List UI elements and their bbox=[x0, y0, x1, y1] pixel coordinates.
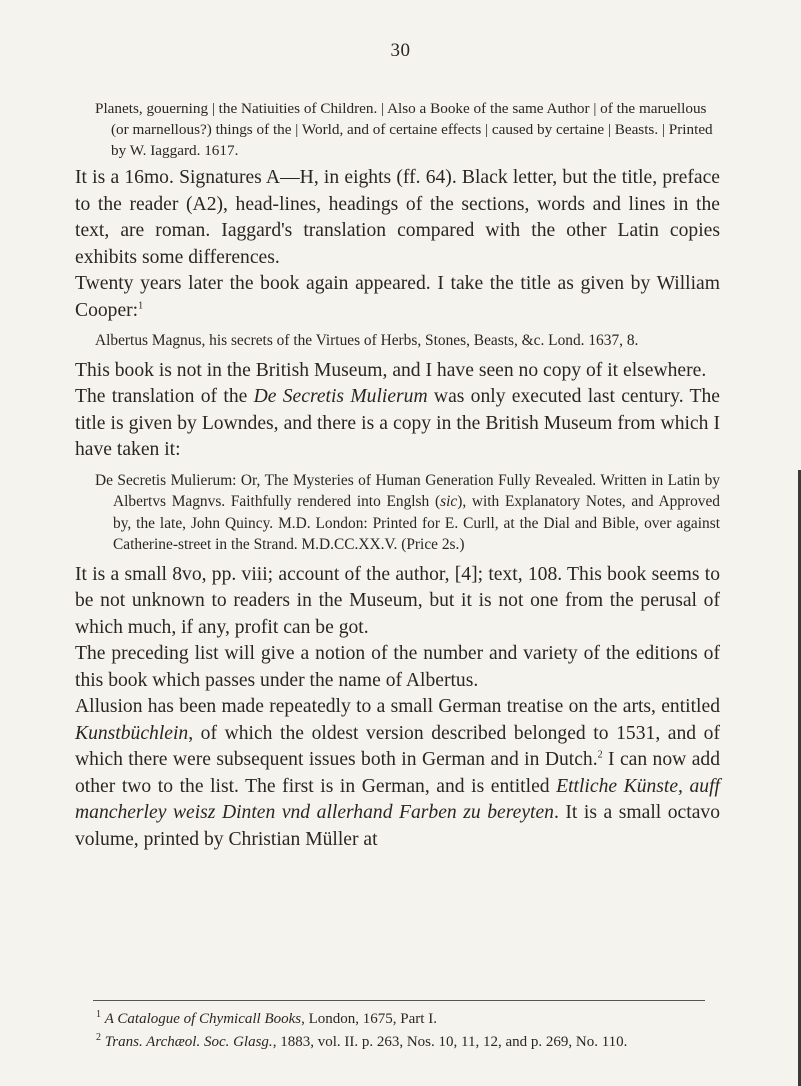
footnote-2 bbox=[96, 1031, 716, 1054]
footnote-2-rest: , 1883, vol. II. p. 263, Nos. 10, 11, 12, and p. 269, No. 110. bbox=[272, 1034, 628, 1050]
footnote-rule bbox=[93, 1000, 705, 1001]
paragraph-7-italic-1: Kunstbüchlein bbox=[75, 722, 189, 744]
paragraph-4-italic: De Secretis Mulierum bbox=[253, 386, 428, 407]
footnote-2-italic: Trans. Archæol. Soc. Glasg. bbox=[104, 1034, 273, 1050]
paragraph-4 bbox=[75, 384, 720, 464]
page-number: 30 bbox=[390, 40, 411, 61]
footnotes bbox=[96, 1008, 716, 1054]
title-entry-3-a: De Secretis Mulierum: Or, The Mysteries of Human Generation Fully Revealed. Written in Latin by Albertvs Magnvs. Faithfully rendered into Englsh ( bbox=[95, 471, 720, 510]
paragraph-7-text-d: . It is a small octavo volume, printed by Christian Müller at bbox=[75, 802, 720, 850]
paragraph-7 bbox=[75, 694, 720, 853]
footnote-1-number: 1 bbox=[96, 1009, 101, 1020]
footnote-1 bbox=[96, 1008, 716, 1031]
paragraph-2-text: Twenty years later the book again appeared. I take the title as given by William Cooper: bbox=[75, 273, 720, 321]
paragraph-7-italic-2: Ettliche Künste, auff mancherley weisz Dinten vnd allerhand Farben zu bereyten bbox=[75, 775, 720, 823]
footnote-1-italic: A Catalogue of Chymicall Books bbox=[104, 1011, 302, 1027]
paragraph-7-text-c: I can now add other two to the list. The first is in German, and is entitled bbox=[75, 749, 721, 797]
title-entry-1: Planets, gouerning | the Natiuities of Children. | Also a Booke of the same Author | of the maruellous (or marnellous?) things of the | World, and of certaine effects | caused by certaine | Beasts. | Printed by W. Iaggard. 1617. bbox=[95, 100, 713, 159]
paragraph-7-text-a: Allusion has been made repeatedly to a small German treatise on the arts, entitled bbox=[75, 696, 720, 717]
footnote-1-rest: , London, 1675, Part I. bbox=[301, 1011, 437, 1027]
paragraph-2 bbox=[75, 271, 720, 324]
paragraph-3: This book is not in the British Museum, and I have seen no copy of it elsewhere. bbox=[75, 359, 707, 381]
paragraph-6: The preceding list will give a notion of the number and variety of the editions of this book which passes under the name of Albertus. bbox=[75, 643, 720, 691]
paragraph-1: It is a 16mo. Signatures A—H, in eights (ff. 64). Black letter, but the title, preface to the reader (A2), head-lines, headings of the sections, words and lines in the text, are roman. Iaggard's translation compared with the other Latin copies exhibits some differences. bbox=[75, 167, 720, 268]
main-text bbox=[75, 98, 720, 853]
title-entry-3-sic: sic bbox=[440, 493, 458, 510]
paragraph-7-text-b: , of which the oldest version described belonged to 1531, and of which there were subsequent issues both in German and in Dutch. bbox=[75, 722, 720, 770]
paragraph-4-text-a: The translation of the bbox=[75, 386, 254, 407]
footnote-2-number: 2 bbox=[96, 1032, 101, 1043]
title-entry-3-b: ), with Explanatory Notes, and Approved by, the late, John Quincy. M.D. London: Printed for E. Curll, at the Dial and Bible, over against Catherine-street in the Strand. M.D.CC.XX.V. (Price 2s.) bbox=[113, 493, 720, 553]
title-entry-3 bbox=[75, 470, 720, 556]
paragraph-4-text-b: was only executed last century. The title is given by Lowndes, and there is a copy in the British Museum from which I have taken it: bbox=[75, 386, 721, 460]
paragraph-5: It is a small 8vo, pp. viii; account of the author, [4]; text, 108. This book seems to be not unknown to readers in the Museum, but it is not one from the perusal of which much, if any, profit can be got. bbox=[75, 563, 720, 638]
title-entry-2: Albertus Magnus, his secrets of the Virtues of Herbs, Stones, Beasts, &c. Lond. 1637, 8. bbox=[95, 332, 639, 349]
footnote-ref-1: 1 bbox=[138, 299, 144, 311]
footnote-ref-2: 2 bbox=[597, 749, 603, 761]
